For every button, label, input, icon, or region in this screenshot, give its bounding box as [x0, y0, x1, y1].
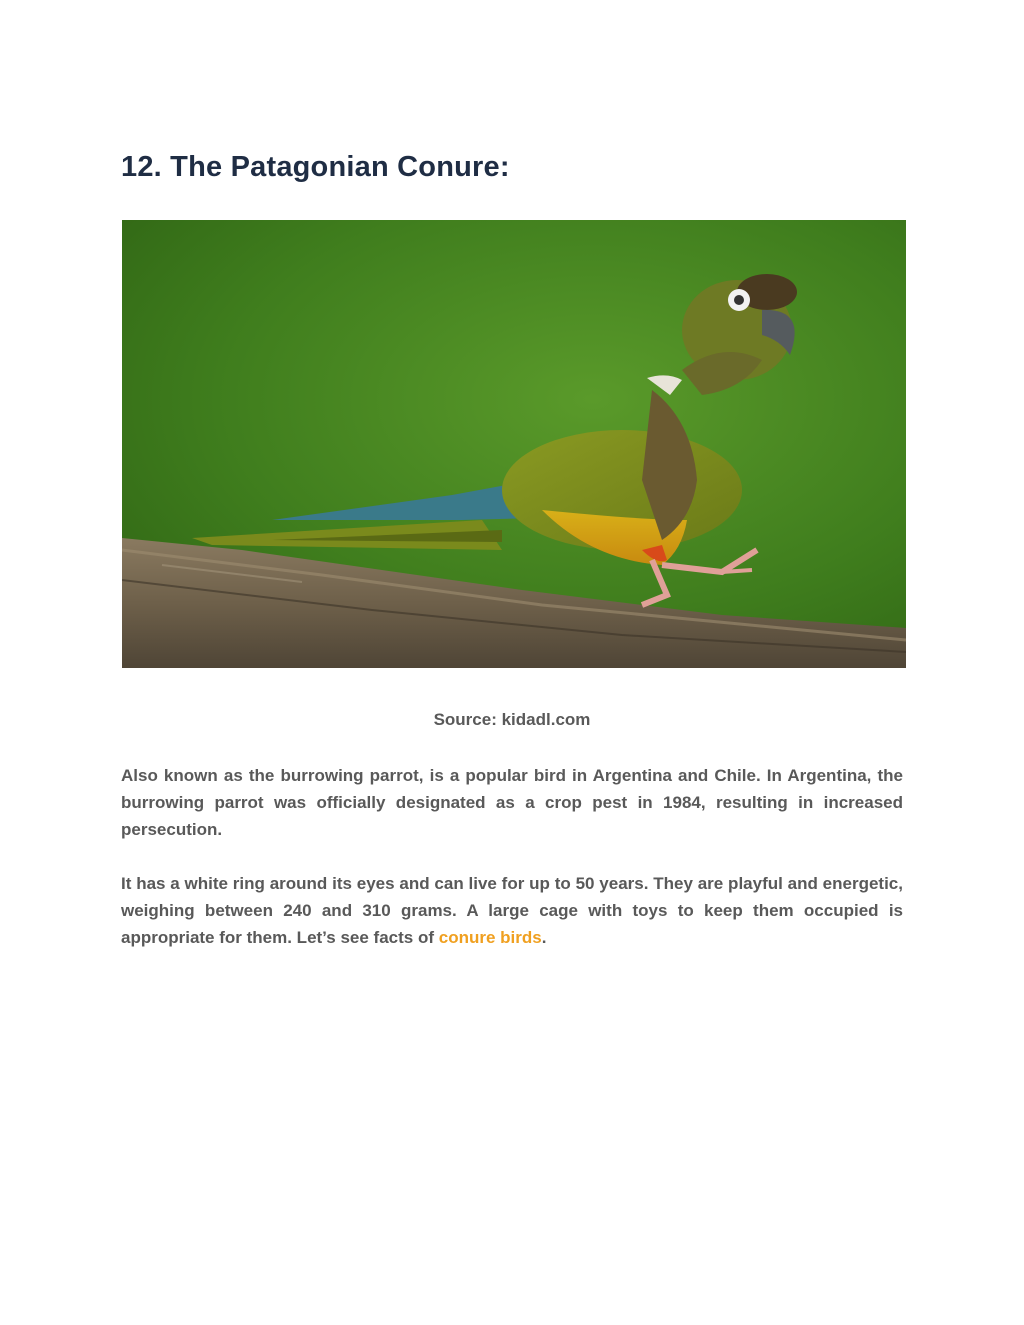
paragraph-facts	[121, 870, 903, 951]
paragraph-facts-end: .	[541, 928, 547, 947]
conure-birds-link[interactable]: conure birds	[438, 928, 542, 947]
paragraph-facts-text: It has a white ring around its eyes and can live for up to 50 years. They are playful and energetic, weighing between 240 and 310 grams. A large cage with toys to keep them occupied is appropriate for them. Let’s see facts of	[121, 874, 903, 947]
paragraph-intro: Also known as the burrowing parrot, is a popular bird in Argentina and Chile. In Argentina, the burrowing parrot was officially designated as a crop pest in 1984, resulting in increased persecution.	[121, 766, 903, 839]
image-source-caption: Source: kidadl.com	[433, 710, 591, 729]
section-heading: 12. The Patagonian Conure:	[121, 151, 510, 183]
conure-photo	[122, 220, 906, 668]
